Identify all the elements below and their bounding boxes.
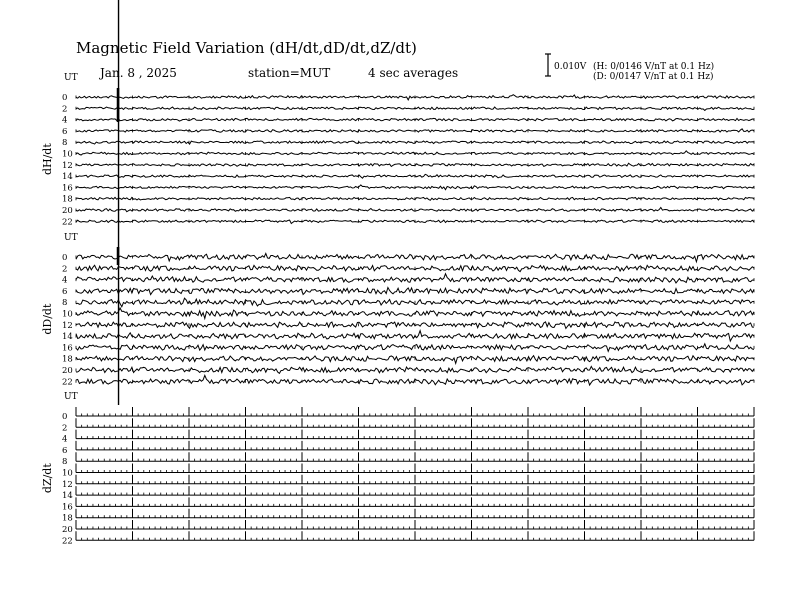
hour-label: 4: [62, 275, 68, 286]
hour-label: 12: [62, 320, 73, 331]
station-label: station=MUT: [248, 66, 331, 80]
hour-label: 22: [62, 217, 73, 228]
hour-label: 6: [62, 126, 68, 137]
hour-label: 8: [62, 457, 68, 468]
hour-label: 0: [62, 93, 68, 103]
hour-label: 10: [62, 468, 73, 479]
hour-label: 6: [62, 286, 68, 297]
hour-label: 14: [62, 172, 73, 183]
panel-ylabel: dZ/dt: [41, 463, 54, 494]
scale-value: 0.010V: [554, 62, 587, 72]
hour-label: 6: [62, 445, 68, 456]
hour-label: 16: [62, 502, 73, 513]
hour-label: 4: [62, 115, 68, 126]
hour-label: 12: [62, 160, 73, 171]
event-marker: [118, 0, 119, 405]
hour-label: 20: [62, 525, 73, 535]
hour-label: 4: [62, 434, 68, 445]
panel-dD-dt: [41, 233, 754, 387]
panel-ylabel: dD/dt: [41, 303, 54, 335]
hour-label: 22: [62, 377, 73, 388]
hour-label: 14: [62, 332, 73, 343]
hour-label: 18: [62, 354, 73, 365]
hour-label: 0: [62, 253, 68, 263]
panel-dH-dt: [41, 73, 754, 227]
scale-d-note: (D: 0/0147 V/nT at 0.1 Hz): [593, 72, 714, 82]
hour-label: 14: [62, 491, 73, 502]
hour-label: 10: [62, 149, 73, 160]
hour-label: 16: [62, 343, 73, 354]
hour-label: 2: [62, 104, 68, 115]
panel-ylabel: dH/dt: [41, 143, 54, 176]
scale-indicator: [545, 54, 714, 82]
hour-label: 22: [62, 536, 73, 547]
ut-label: UT: [64, 392, 78, 402]
hour-label: 18: [62, 513, 73, 524]
hour-label: 16: [62, 183, 73, 194]
hour-label: 2: [62, 264, 68, 275]
hour-label: 8: [62, 138, 68, 149]
hour-label: 10: [62, 309, 73, 320]
hour-label: 12: [62, 479, 73, 490]
chart-title: Magnetic Field Variation (dH/dt,dD/dt,dZ/dt): [76, 39, 417, 57]
panels: [41, 73, 754, 546]
panel-dZ-dt: [41, 392, 754, 546]
ut-label: UT: [64, 73, 78, 83]
hour-label: 0: [62, 412, 68, 422]
hour-label: 2: [62, 423, 68, 434]
hour-label: 20: [62, 206, 73, 216]
hour-label: 20: [62, 366, 73, 376]
ut-label: UT: [64, 233, 78, 243]
averages-label: 4 sec averages: [368, 66, 459, 80]
date-label: Jan. 8 , 2025: [100, 66, 177, 80]
hour-label: 18: [62, 194, 73, 205]
hour-label: 8: [62, 298, 68, 309]
scale-h-note: (H: 0/0146 V/nT at 0.1 Hz): [593, 62, 715, 72]
